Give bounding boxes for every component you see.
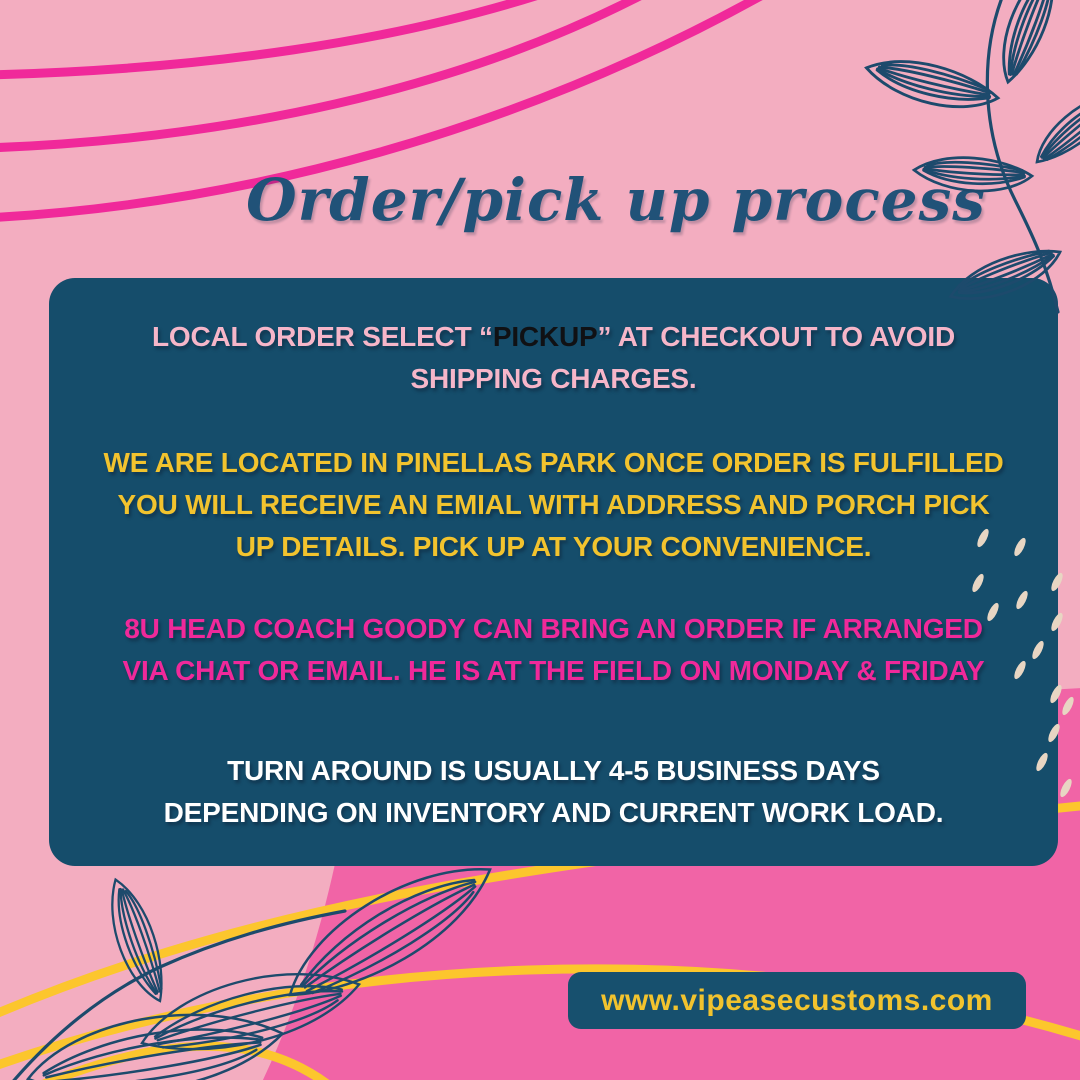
paragraph-location xyxy=(49,442,1058,568)
paragraph-coach xyxy=(49,608,1058,692)
leaf-branch-bottom-left-icon xyxy=(0,853,570,1080)
paragraph-turnaround xyxy=(49,750,1058,834)
pickup-highlight: PICKUP xyxy=(492,321,598,352)
pickup-text-suffix: ” AT CHECKOUT TO AVOID xyxy=(597,321,955,352)
website-label: www.vipeasecustoms.com xyxy=(601,984,993,1017)
location-line-1: WE ARE LOCATED IN PINELLAS PARK ONCE ORDER IS FULFILLED xyxy=(103,447,1004,478)
leaf-branch-top-right-icon xyxy=(830,0,1080,320)
dash-confetti-icon xyxy=(940,500,1080,820)
turnaround-line-1: TURN AROUND IS USUALLY 4-5 BUSINESS DAYS xyxy=(227,755,880,786)
location-line-2: YOU WILL RECEIVE AN EMIAL WITH ADDRESS AND PORCH PICK xyxy=(117,489,990,520)
coach-line-2: VIA CHAT OR EMAIL. HE IS AT THE FIELD ON MONDAY & FRIDAY xyxy=(122,655,985,686)
pickup-text-line2: SHIPPING CHARGES. xyxy=(410,363,697,394)
pickup-text-prefix: LOCAL ORDER SELECT “ xyxy=(152,321,493,352)
location-line-3: UP DETAILS. PICK UP AT YOUR CONVENIENCE. xyxy=(235,531,872,562)
info-card xyxy=(49,278,1058,866)
coach-line-1: 8U HEAD COACH GOODY CAN BRING AN ORDER IF ARRANGED xyxy=(124,613,983,644)
page-title: Order/pick up process xyxy=(246,166,986,234)
paragraph-pickup xyxy=(94,316,1014,400)
turnaround-line-2: DEPENDING ON INVENTORY AND CURRENT WORK LOAD. xyxy=(163,797,944,828)
website-button[interactable] xyxy=(568,972,1026,1029)
